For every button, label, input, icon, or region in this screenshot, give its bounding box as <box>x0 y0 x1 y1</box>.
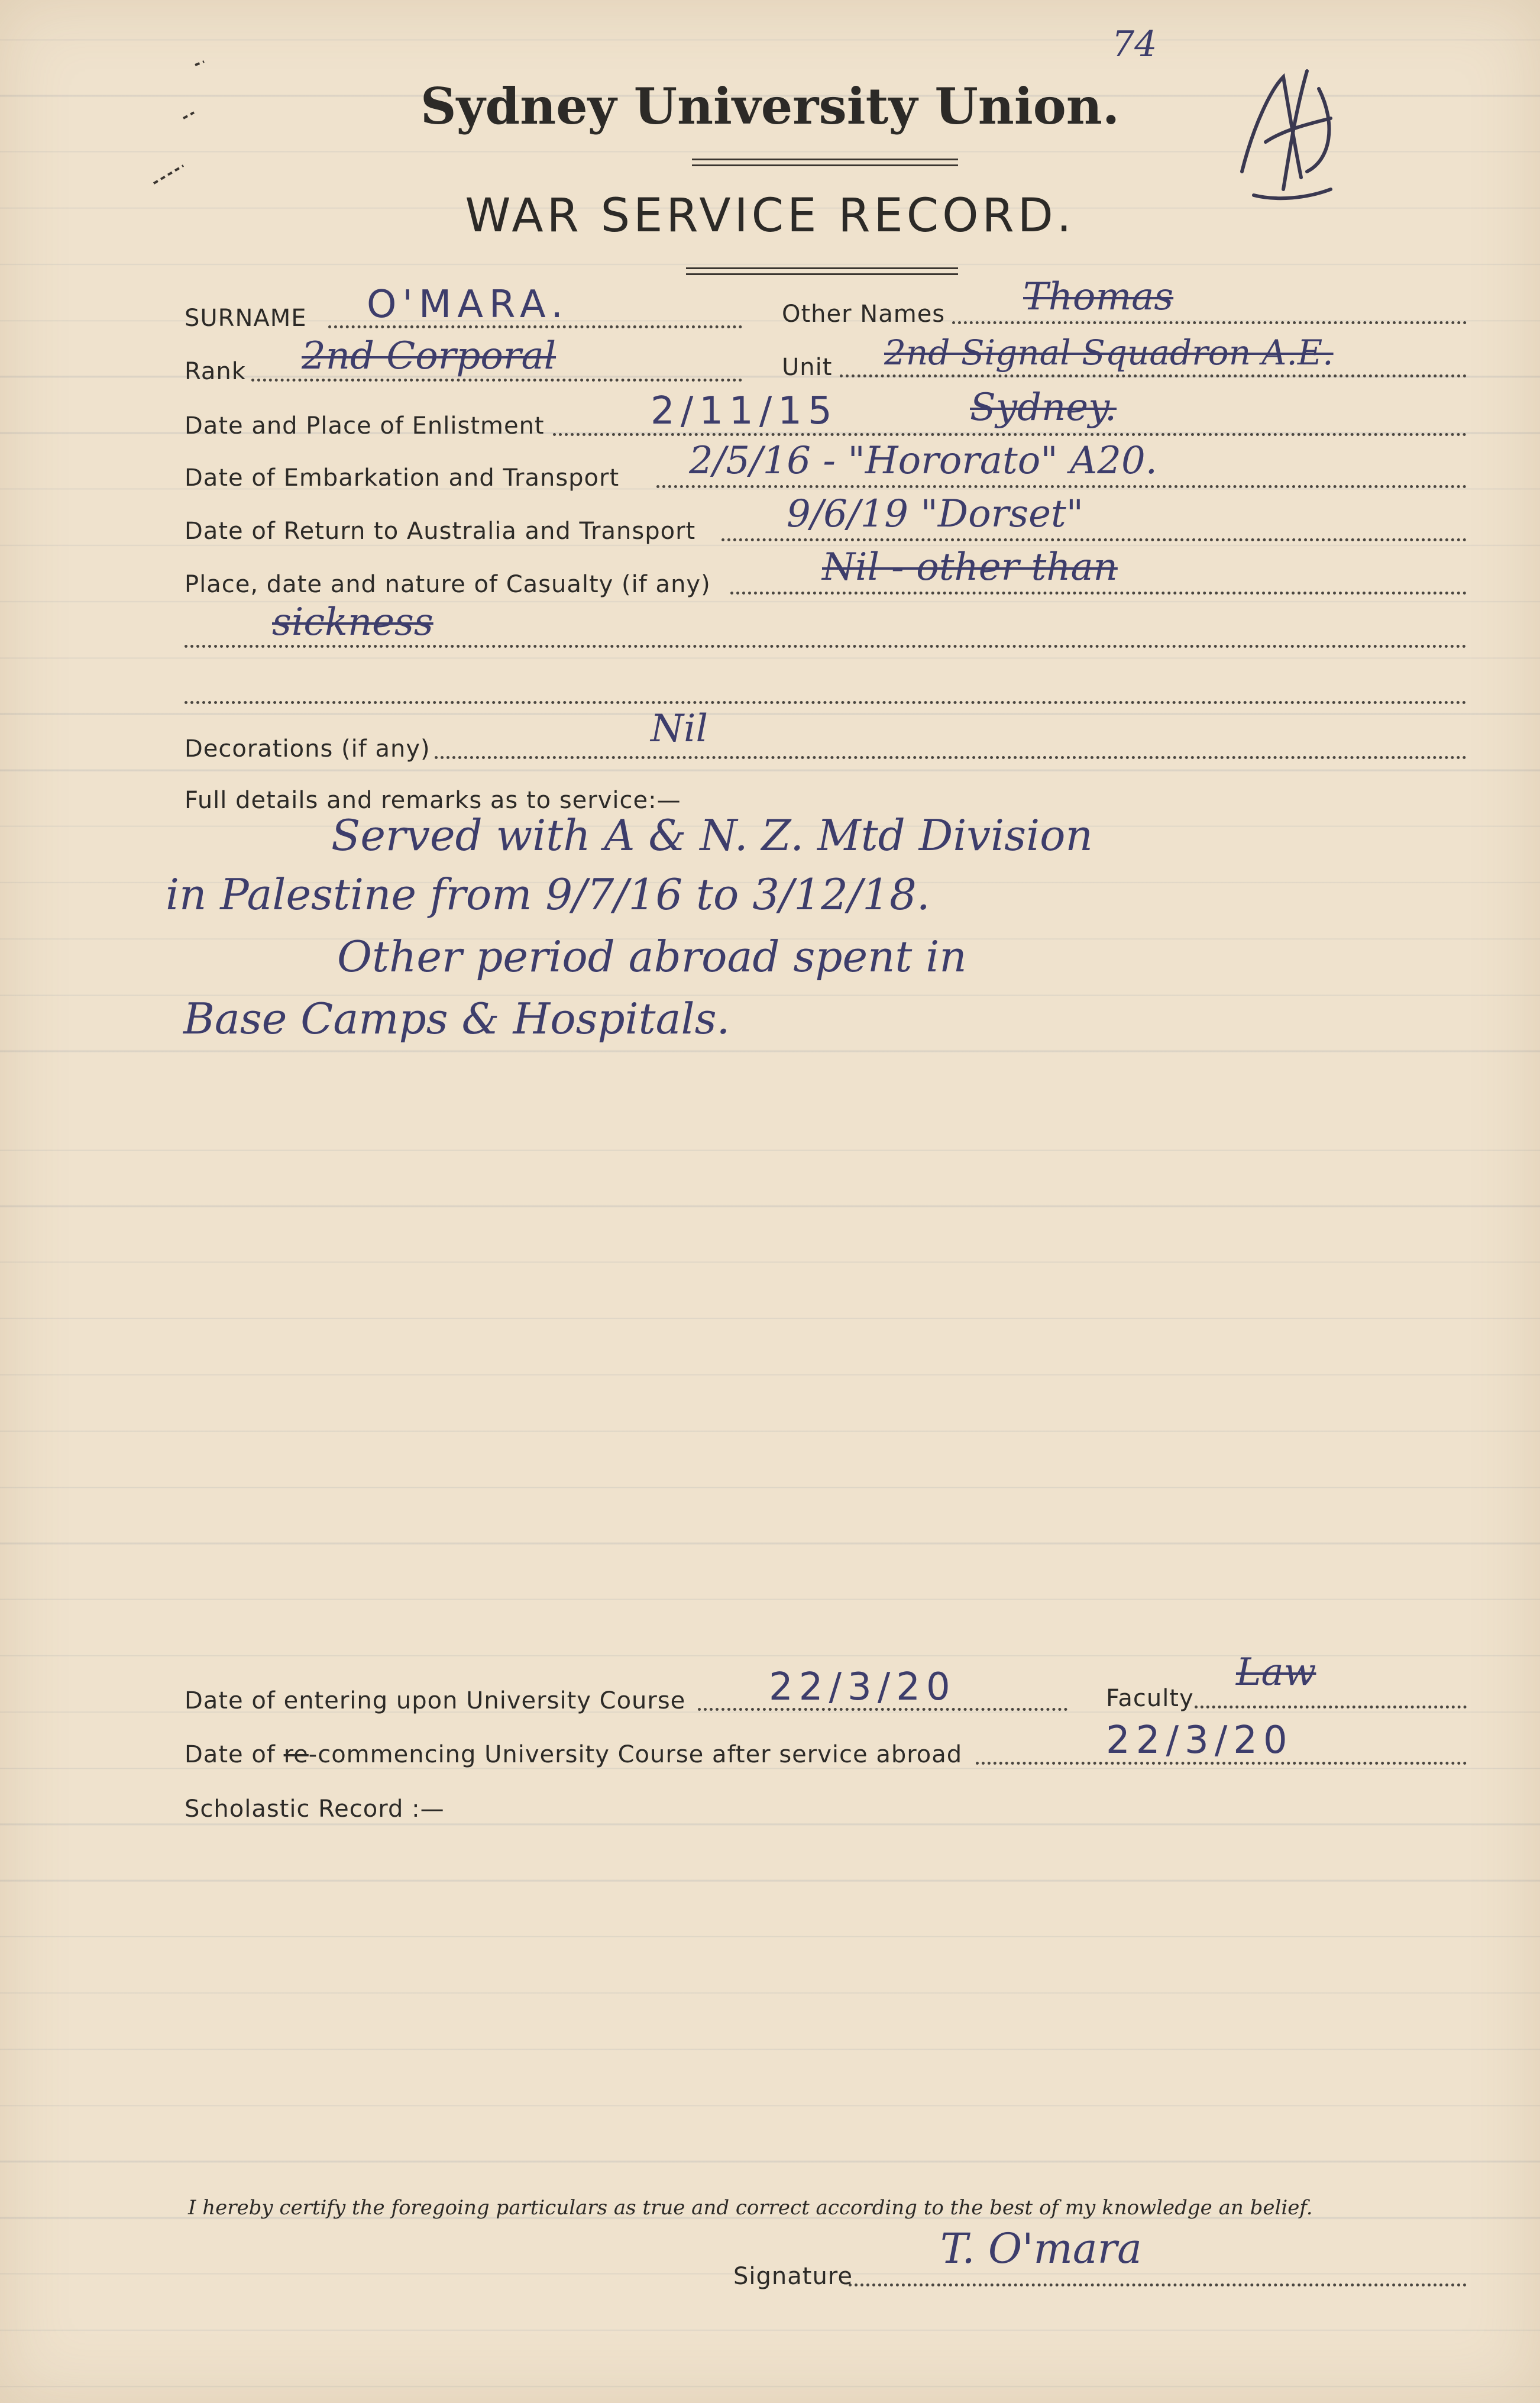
decorations-line <box>435 756 1467 759</box>
casualty-label: Place, date and nature of Casualty (if any) <box>185 571 711 598</box>
scholastic-record-label: Scholastic Record :— <box>185 1795 445 1823</box>
corner-annotation: 74 <box>1112 24 1157 65</box>
initials-monogram-icon <box>1218 53 1348 207</box>
embarkation-line <box>656 485 1467 488</box>
casualty-line-2 <box>185 645 1467 648</box>
surname-value: O'MARA. <box>367 283 569 327</box>
return-label: Date of Return to Australia and Transport <box>185 518 696 545</box>
signature-label: Signature <box>733 2263 853 2290</box>
signature-value: T. O'mara <box>940 2224 1142 2273</box>
remarks-line-2: in Palestine from 9/7/16 to 3/12/18. <box>166 870 930 919</box>
recommencing-value: 22/3/20 <box>1106 1719 1293 1762</box>
faculty-line <box>1195 1706 1467 1708</box>
university-course-label: Date of entering upon University Course <box>185 1687 686 1714</box>
casualty-line-1 <box>730 592 1467 595</box>
embarkation-value: 2/5/16 - "Hororato" A20. <box>689 439 1157 483</box>
other-names-line <box>952 321 1467 324</box>
title-rule-top <box>686 267 958 269</box>
recommencing-label <box>185 1741 962 1768</box>
university-course-value: 22/3/20 <box>769 1665 956 1709</box>
enlistment-place: Sydney. <box>970 386 1117 429</box>
unit-label: Unit <box>782 354 833 381</box>
unit-line <box>840 374 1467 377</box>
remarks-line-3: Other period abroad spent in <box>337 932 967 981</box>
remarks-line-1: Served with A & N. Z. Mtd Division <box>331 810 1093 860</box>
return-value: 9/6/19 "Dorset" <box>787 492 1084 536</box>
return-line <box>722 538 1467 541</box>
recommencing-label-suffix: -commencing University Course after service abroad <box>308 1741 963 1768</box>
faculty-label: Faculty <box>1106 1685 1194 1712</box>
decorations-value: Nil <box>651 707 708 751</box>
casualty-line-3 <box>185 701 1467 704</box>
union-name-heading: Sydney University Union. <box>420 77 1120 135</box>
enlistment-date: 2/11/15 <box>651 389 838 433</box>
recommencing-label-struck: re <box>283 1741 309 1768</box>
faculty-value: Law <box>1236 1651 1316 1694</box>
other-names-value: Thomas <box>1023 275 1174 319</box>
title-rule-bottom <box>686 273 958 275</box>
remarks-line-4: Base Camps & Hospitals. <box>183 994 730 1044</box>
remarks-label: Full details and remarks as to service:— <box>185 787 681 814</box>
rank-line <box>251 379 742 382</box>
rank-value: 2nd Corporal <box>302 334 557 378</box>
certification-text: I hereby certify the foregoing particulars as true and correct according to the best of my knowledge an belief. <box>188 2196 1313 2220</box>
surname-label: SURNAME <box>185 305 307 332</box>
header-rule-top <box>692 159 958 160</box>
casualty-value-line1: Nil - other than <box>822 545 1118 589</box>
enlistment-line <box>553 433 1467 436</box>
form-title: WAR SERVICE RECORD. <box>465 189 1075 243</box>
casualty-value-line2: sickness <box>272 600 433 644</box>
embarkation-label: Date of Embarkation and Transport <box>185 464 620 492</box>
other-names-label: Other Names <box>782 301 946 328</box>
margin-pencil-marks-icon <box>148 53 225 195</box>
signature-line <box>849 2284 1467 2286</box>
decorations-label: Decorations (if any) <box>185 735 431 763</box>
recommencing-label-prefix: Date of <box>185 1741 284 1768</box>
enlistment-label: Date and Place of Enlistment <box>185 412 545 440</box>
unit-value: 2nd Signal Squadron A.E. <box>884 332 1334 373</box>
header-rule-bottom <box>692 164 958 166</box>
rank-label: Rank <box>185 358 246 385</box>
